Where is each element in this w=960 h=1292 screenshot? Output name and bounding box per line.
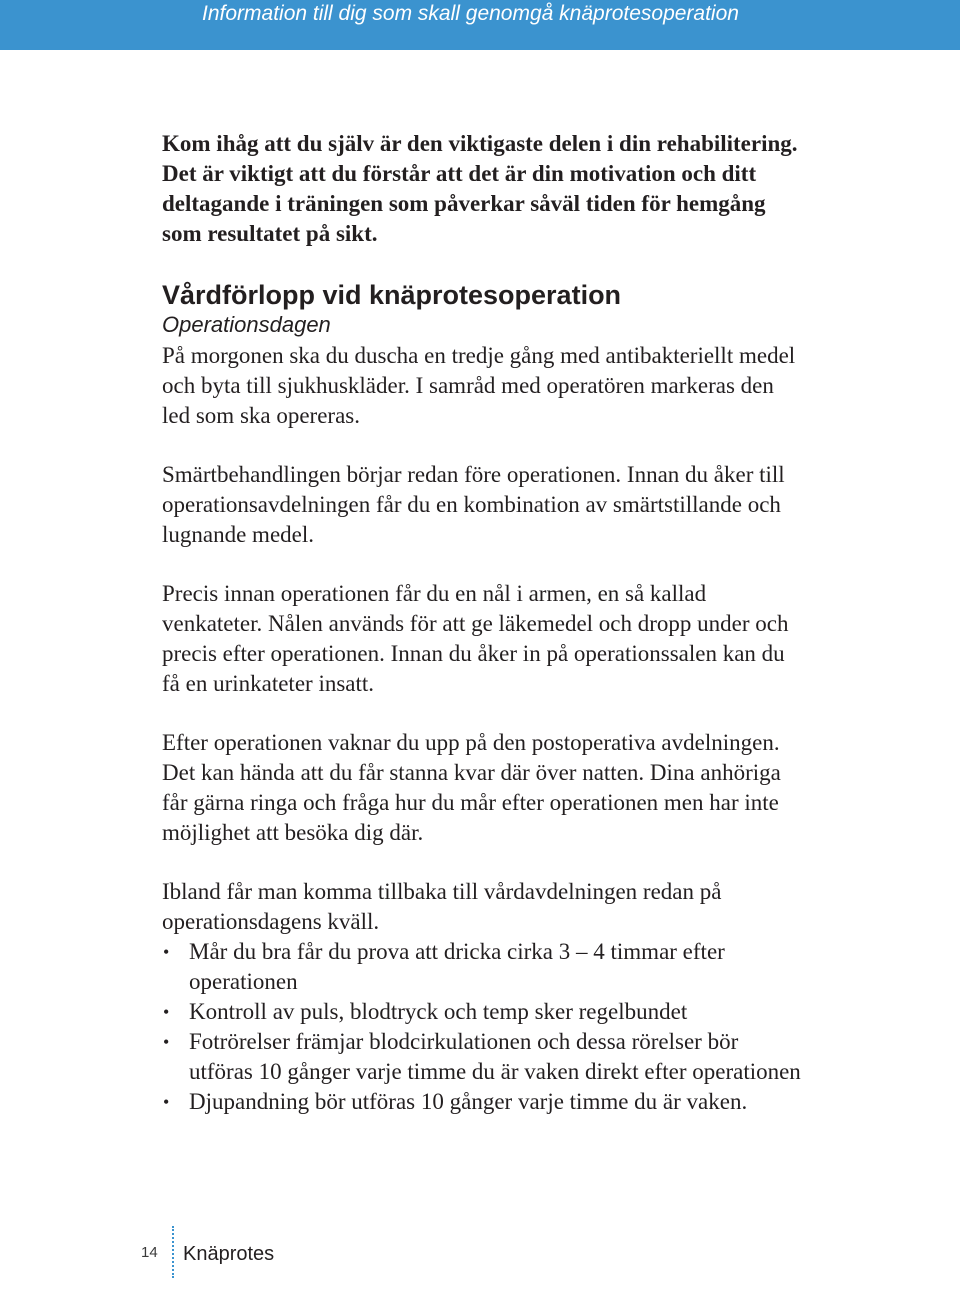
bullet-icon: •: [163, 1002, 170, 1022]
list-item-text: Mår du bra får du prova att dricka cirka 3 – 4 timmar efter operationen: [189, 939, 725, 994]
section-subtitle: Operationsdagen: [162, 312, 331, 337]
list-item: [162, 937, 802, 997]
list-item: [162, 1087, 802, 1117]
body-paragraph: Smärtbehandlingen börjar redan före operationen. Innan du åker till operationsavdelningen får du en kombination av smärtstillande och lugnande medel.: [162, 462, 785, 547]
body-paragraph: Precis innan operationen får du en nål i armen, en så kallad venkateter. Nålen används för att ge läkemedel och dropp under och precis efter operationen. Innan du åker in på operationssalen kan du få en urinkateter insatt.: [162, 581, 789, 696]
intro-paragraph: Kom ihåg att du själv är den viktigaste delen i din rehabilitering. Det är viktigt att du förstår att det är din motivation och ditt deltagande i träningen som påverkar såväl tiden för hemgång som resultatet på sikt.: [162, 131, 798, 246]
footer-label: Knäprotes: [183, 1243, 275, 1265]
body-paragraph: På morgonen ska du duscha en tredje gång med antibakteriellt medel och byta till sjukhuskläder. I samråd med operatören markeras den led som ska opereras.: [162, 343, 796, 428]
header-title: Information till dig som skall genomgå knäprotesoperation: [202, 2, 739, 25]
section-title: Vårdförlopp vid knäprotesoperation: [162, 280, 622, 310]
footer-divider: [172, 1226, 174, 1278]
list-item: [162, 1027, 802, 1087]
list-item: [162, 997, 802, 1027]
bullet-icon: •: [163, 942, 170, 962]
list-item-text: Djupandning bör utföras 10 gånger varje timme du är vaken.: [189, 1089, 748, 1114]
page-number: 14: [141, 1244, 158, 1261]
body-paragraph: Efter operationen vaknar du upp på den postoperativa avdelningen. Det kan hända att du får stanna kvar där över natten. Dina anhöriga får gärna ringa och fråga hur du mår efter operationen men har inte möjlighet att besöka dig där.: [162, 730, 781, 845]
bullet-list: [162, 937, 802, 1117]
list-item-text: Fotrörelser främjar blodcirkulationen och dessa rörelser bör utföras 10 gånger varje timme du är vaken direkt efter operationen: [189, 1029, 801, 1084]
bullet-icon: •: [163, 1092, 170, 1112]
body-paragraph: Ibland får man komma tillbaka till vårdavdelningen redan på operationsdagens kväll.: [162, 879, 722, 934]
page-content: [162, 129, 802, 1117]
list-item-text: Kontroll av puls, blodtryck och temp sker regelbundet: [189, 999, 688, 1024]
bullet-icon: •: [163, 1032, 170, 1052]
